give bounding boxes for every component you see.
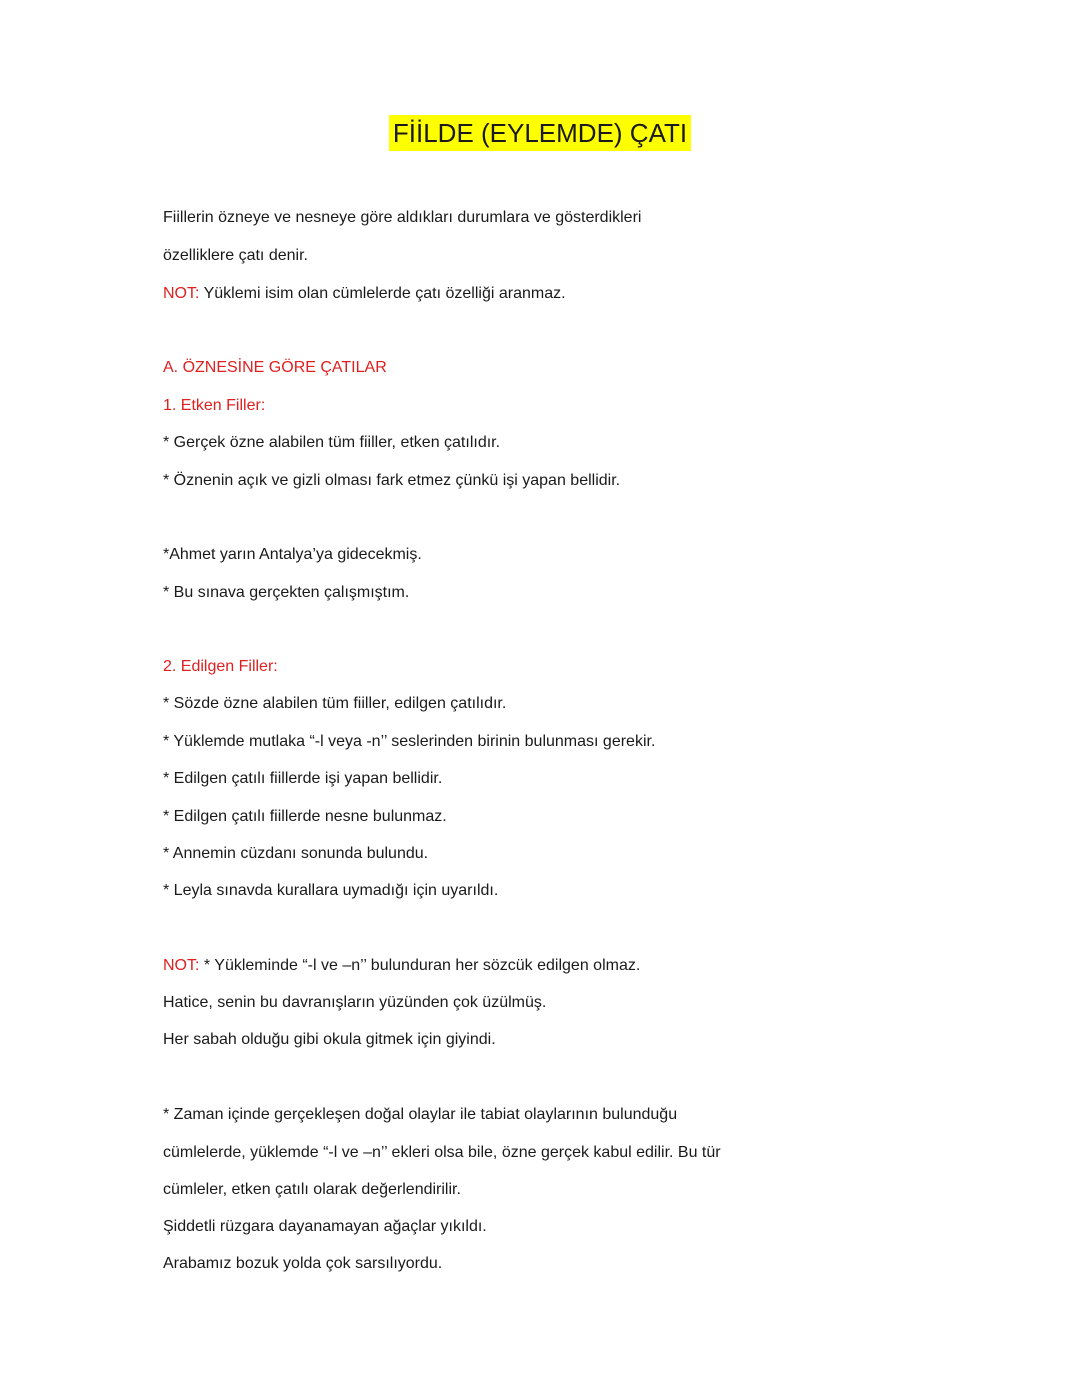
edilgen-item: * Edilgen çatılı fiillerde işi yapan bellidir.: [163, 770, 443, 787]
note2-line: [163, 956, 640, 976]
note2-label: NOT:: [163, 957, 200, 974]
etken-example: *Ahmet yarın Antalya’ya gidecekmiş.: [163, 546, 422, 563]
edilgen-item: * Annemin cüzdanı sonunda bulundu.: [163, 845, 429, 862]
intro-note: [163, 284, 566, 304]
edilgen-item: * Leyla sınavda kurallara uymadığı için uyarıldı.: [163, 882, 499, 899]
etken-heading: 1. Etken Filler:: [163, 397, 266, 414]
etken-item: * Öznenin açık ve gizli olması fark etmez çünkü işi yapan bellidir.: [163, 472, 621, 489]
note3-example: Şiddetli rüzgara dayanamayan ağaçlar yıkıldı.: [163, 1218, 487, 1235]
note3-example: Arabamız bozuk yolda çok sarsılıyordu.: [163, 1255, 443, 1272]
note2-example: Hatice, senin bu davranışların yüzünden çok üzülmüş.: [163, 994, 547, 1011]
section-a-heading: A. ÖZNESİNE GÖRE ÇATILAR: [163, 359, 387, 376]
edilgen-heading: 2. Edilgen Filler:: [163, 658, 278, 675]
note3-line: * Zaman içinde gerçekleşen doğal olaylar ile tabiat olaylarının bulunduğu: [163, 1106, 678, 1123]
edilgen-item: * Sözde özne alabilen tüm fiiller, edilgen çatılıdır.: [163, 695, 507, 712]
note2-example: Her sabah olduğu gibi okula gitmek için giyindi.: [163, 1031, 496, 1048]
intro-line-1: Fiillerin özneye ve nesneye göre aldıkları durumlara ve gösterdikleri: [163, 209, 642, 226]
note2-text: * Yükleminde “-l ve –n’’ bulunduran her sözcük edilgen olmaz.: [199, 957, 641, 974]
intro-line-2: özelliklere çatı denir.: [163, 247, 308, 264]
note3-line: cümlelerde, yüklemde “-l ve –n’’ ekleri olsa bile, özne gerçek kabul edilir. Bu tür: [163, 1144, 721, 1161]
etken-item: * Gerçek özne alabilen tüm fiiller, etken çatılıdır.: [163, 434, 501, 451]
page-title-wrapper: [0, 118, 1080, 149]
note-text: Yüklemi isim olan cümlelerde çatı özelliği aranmaz.: [199, 285, 566, 302]
etken-example: * Bu sınava gerçekten çalışmıştım.: [163, 584, 410, 601]
edilgen-item: * Yüklemde mutlaka “-l veya -n’’ seslerinden birinin bulunması gerekir.: [163, 733, 656, 750]
note3-line: cümleler, etken çatılı olarak değerlendirilir.: [163, 1181, 461, 1198]
page-title: FİİLDE (EYLEMDE) ÇATI: [389, 115, 691, 151]
note-label: NOT:: [163, 285, 200, 302]
edilgen-item: * Edilgen çatılı fiillerde nesne bulunmaz.: [163, 808, 447, 825]
